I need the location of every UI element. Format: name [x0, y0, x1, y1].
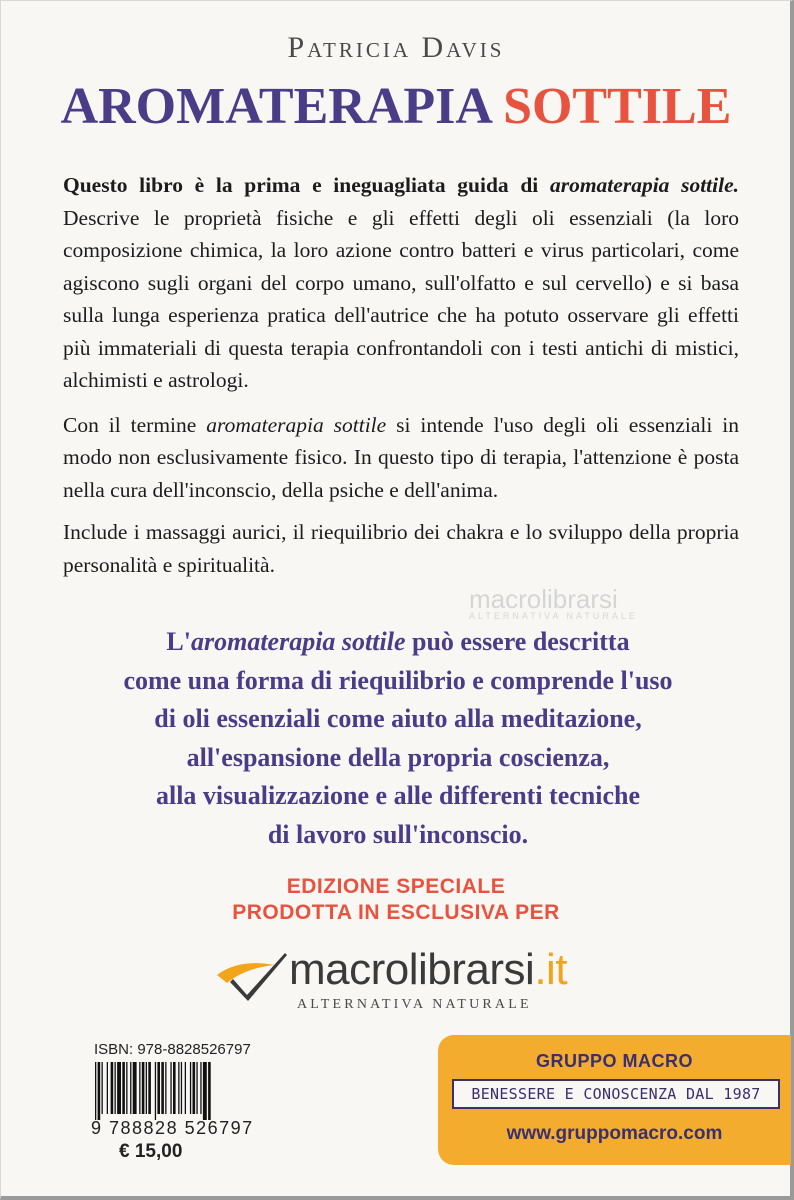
watermark [469, 584, 638, 621]
barcode-image [91, 1062, 291, 1120]
isbn-label: ISBN: 978-8828526797 [94, 1041, 251, 1058]
barcode-block [91, 1041, 331, 1163]
paragraph-2-italic: aromaterapia sottile [206, 412, 387, 437]
quote-line-3: di oli essenziali come aiuto alla meditazione, [154, 704, 642, 733]
quote-line-2: come una forma di riequilibrio e comprende l'uso [123, 665, 673, 695]
logo-tagline: ALTERNATIVA NATURALE [297, 997, 532, 1012]
paragraph-2 [63, 409, 739, 507]
quote-line-5: alla visualizzazione e alle differenti tecniche [155, 781, 641, 810]
paragraph-1 [63, 169, 739, 397]
author-name: Patricia Davis [287, 31, 505, 64]
watermark-name: macrolibrarsi [469, 584, 618, 614]
highlight-quote [41, 623, 755, 854]
quote-line-4: all'espansione della propria coscienza, [186, 742, 610, 772]
title-part-2: SOTTILE [503, 78, 732, 135]
quote-line-6: di lavoro sull'inconscio. [267, 819, 529, 849]
book-title [1, 78, 791, 135]
quote-line-1: L'aromaterapia sottile può essere descritta [166, 627, 630, 656]
paragraph-1-rest: Descrive le proprietà fisiche e gli effetti degli oli essenziali (la loro composizione chimica, la loro azione contro batteri e virus particolari, come agiscono sugli organi del corpo umano, sull'olfatto e sul cervello) e si basa sulla lunga esperienza pratica dell'autrice che ha potuto osservare gli effetti più immateriali di questa terapia confrontandoli con i testi antichi di mistici, alchimisti e astrologi. [63, 205, 739, 392]
title-part-1: AROMATERAPIA [60, 78, 491, 135]
publisher-badge [438, 1035, 791, 1165]
publisher-slogan: BENESSERE E CONOSCENZA DAL 1987 [452, 1079, 780, 1109]
price: € 15,00 [119, 1141, 183, 1162]
macrolibrarsi-logo [213, 945, 613, 1015]
publisher-url[interactable]: www.gruppomacro.com [506, 1123, 723, 1144]
logo-wordmark: macrolibrarsi.it [289, 945, 568, 994]
paragraph-2-start: Con il termine [63, 412, 197, 437]
edition-line-2: PRODOTTA IN ESCLUSIVA PER [232, 901, 560, 924]
description [63, 169, 739, 591]
checkmark-icon [213, 945, 293, 1005]
lead-italic: aromaterapia sottile. [549, 173, 740, 197]
edition-line-1: EDIZIONE SPECIALE [286, 875, 506, 898]
isbn-digits: 9 788828 526797 [91, 1118, 254, 1138]
special-edition-notice [1, 874, 791, 926]
watermark-tagline: ALTERNATIVA NATURALE [469, 611, 638, 621]
paragraph-2-rest: si intende l'uso degli oli essenziali in modo non esclusivamente fisico. In questo tipo di terapia, l'attenzione è posta nella cura dell'inconscio, della psiche e dell'anima. [63, 412, 740, 502]
paragraph-3: Include i massaggi aurici, il riequilibrio dei chakra e lo sviluppo della propria personalità e spiritualità. [63, 520, 739, 577]
publisher-group: GRUPPO MACRO [535, 1051, 693, 1071]
lead-sentence: Questo libro è la prima e ineguagliata guida di [63, 173, 539, 197]
